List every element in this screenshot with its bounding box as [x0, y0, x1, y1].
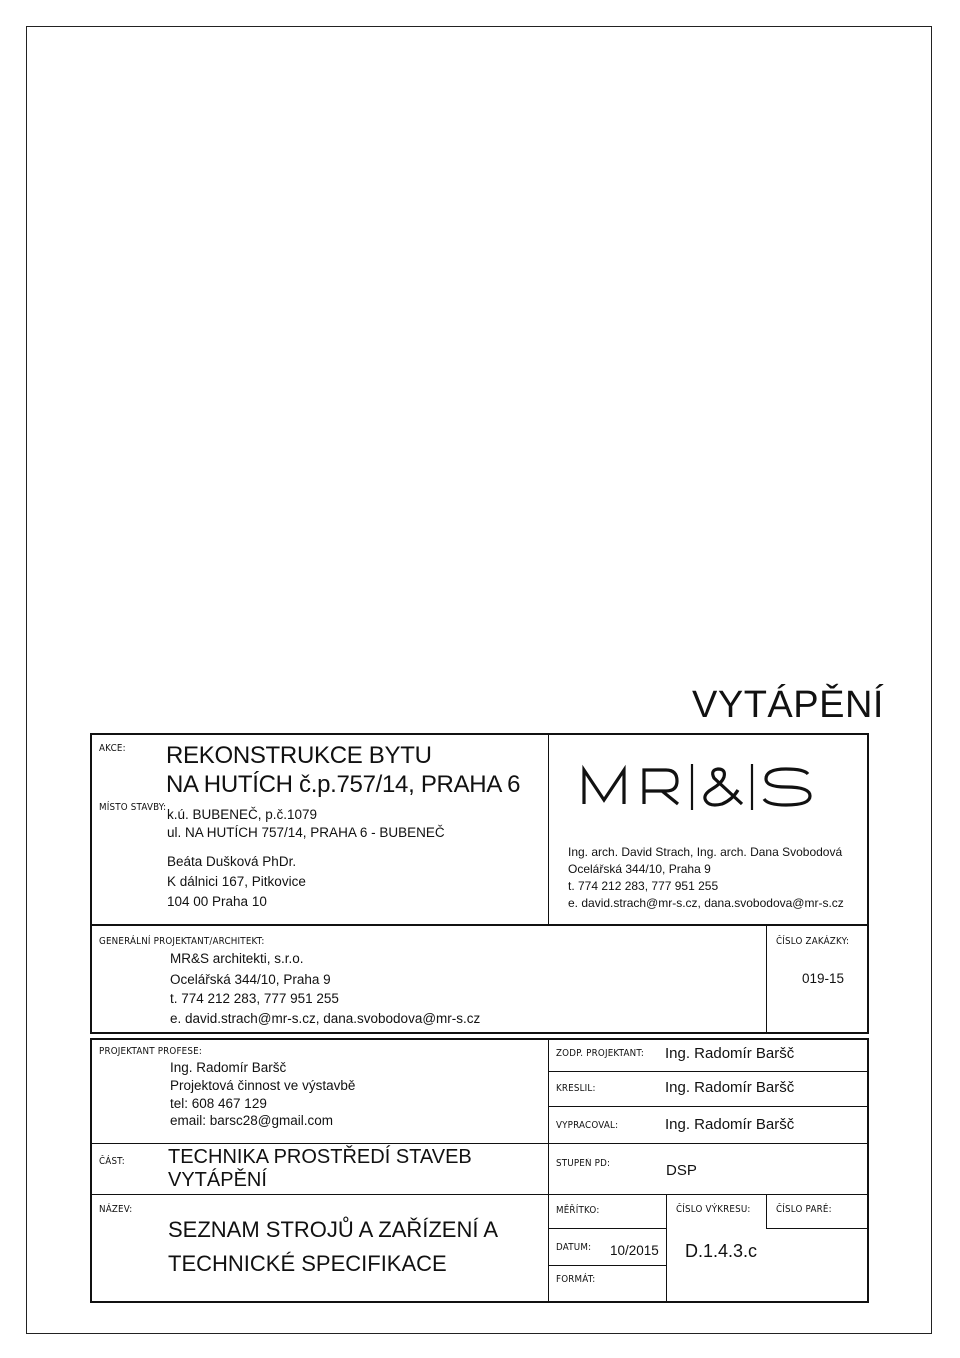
drawing-name-line1: SEZNAM STROJŮ A ZAŘÍZENÍ A — [168, 1217, 499, 1242]
cislo-vykresu-label: ČÍSLO VÝKRESU: — [676, 1204, 751, 1215]
general-name: MR&S architekti, s.r.o. — [170, 951, 304, 966]
vypracoval-label: VYPRACOVAL: — [556, 1120, 619, 1131]
client-city: 104 00 Praha 10 — [167, 894, 267, 909]
profession-email: email: barsc28@gmail.com — [170, 1113, 334, 1128]
logo-line2: Ocelářská 344/10, Praha 9 — [568, 862, 711, 876]
logo-divider — [548, 733, 549, 926]
general-address: Ocelářská 344/10, Praha 9 — [170, 972, 331, 987]
row-line-kreslil — [548, 1071, 869, 1072]
client-street: K dálnici 167, Pitkovice — [167, 874, 306, 889]
row-line-vypracoval — [548, 1106, 869, 1107]
stage-value: DSP — [666, 1162, 697, 1179]
cislo-pare-label: ČÍSLO PARÉ: — [776, 1204, 832, 1215]
col-line-pare — [766, 1194, 767, 1228]
logo-line1: Ing. arch. David Strach, Ing. arch. Dana Svobodová — [568, 845, 843, 859]
nazev-label: NÁZEV: — [99, 1204, 133, 1215]
col-line-vykres — [666, 1194, 667, 1303]
part-line1: TECHNIKA PROSTŘEDÍ STAVEB — [168, 1146, 472, 1168]
order-number: 019-15 — [802, 971, 845, 986]
projektant-profese-label: PROJEKTANT PROFESE: — [99, 1046, 202, 1057]
row-line-datum — [548, 1228, 666, 1229]
logo-line3: t. 774 212 283, 777 951 255 — [568, 879, 719, 893]
client-name: Beáta Dušková PhDr. — [167, 854, 297, 869]
profession-phone: tel: 608 467 129 — [170, 1096, 267, 1111]
site-line1: k.ú. BUBENEČ, p.č.1079 — [167, 807, 318, 822]
general-email: e. david.strach@mr-s.cz, dana.svobodova@mr-s.cz — [170, 1011, 481, 1026]
cast-label: ČÁST: — [99, 1156, 125, 1167]
logo-graphic — [582, 762, 817, 812]
row-line-nazev — [90, 1194, 869, 1195]
site-line2: ul. NA HUTÍCH 757/14, PRAHA 6 - BUBENEČ — [167, 825, 445, 840]
page-heading: VYTÁPĚNÍ — [692, 684, 884, 726]
cislo-zakazky-label: ČÍSLO ZAKÁZKY: — [776, 936, 850, 947]
zodp-projektant-label: ZODP. PROJEKTANT: — [556, 1048, 645, 1059]
zodp-projektant-value: Ing. Radomír Baršč — [665, 1045, 795, 1062]
date-value: 10/2015 — [610, 1243, 659, 1258]
generalni-label: GENERÁLNÍ PROJEKTANT/ARCHITEKT: — [99, 936, 265, 947]
row-line-cast — [90, 1143, 869, 1144]
company-logo — [582, 762, 817, 812]
stupen-pd-label: STUPEŇ PD: — [556, 1158, 611, 1169]
title-block-divider — [548, 1038, 549, 1303]
profession-activity: Projektová činnost ve výstavbě — [170, 1078, 356, 1093]
order-divider — [766, 926, 767, 1034]
datum-label: DATUM: — [556, 1242, 592, 1253]
meritko-label: MĚŘÍTKO: — [556, 1205, 600, 1216]
drawing-number: D.1.4.3.c — [685, 1241, 758, 1261]
row-line-pare — [766, 1228, 869, 1229]
kreslil-value: Ing. Radomír Baršč — [665, 1079, 795, 1096]
logo-line4: e. david.strach@mr-s.cz, dana.svobodova@mr-s.cz — [568, 896, 844, 910]
drawing-name-line2: TECHNICKÉ SPECIFIKACE — [168, 1251, 447, 1276]
row-line-format — [548, 1265, 666, 1266]
profession-name: Ing. Radomír Baršč — [170, 1060, 287, 1075]
general-phone: t. 774 212 283, 777 951 255 — [170, 991, 339, 1006]
misto-stavby-label: MÍSTO STAVBY: — [99, 802, 167, 813]
project-title-line1: REKONSTRUKCE BYTU — [166, 742, 432, 769]
vypracoval-value: Ing. Radomír Baršč — [665, 1116, 795, 1133]
kreslil-label: KRESLIL: — [556, 1083, 596, 1094]
project-title-line2: NA HUTÍCH č.p.757/14, PRAHA 6 — [166, 771, 521, 798]
format-label: FORMÁT: — [556, 1274, 596, 1285]
akce-label: AKCE: — [99, 743, 126, 754]
part-line2: VYTÁPĚNÍ — [168, 1169, 267, 1191]
